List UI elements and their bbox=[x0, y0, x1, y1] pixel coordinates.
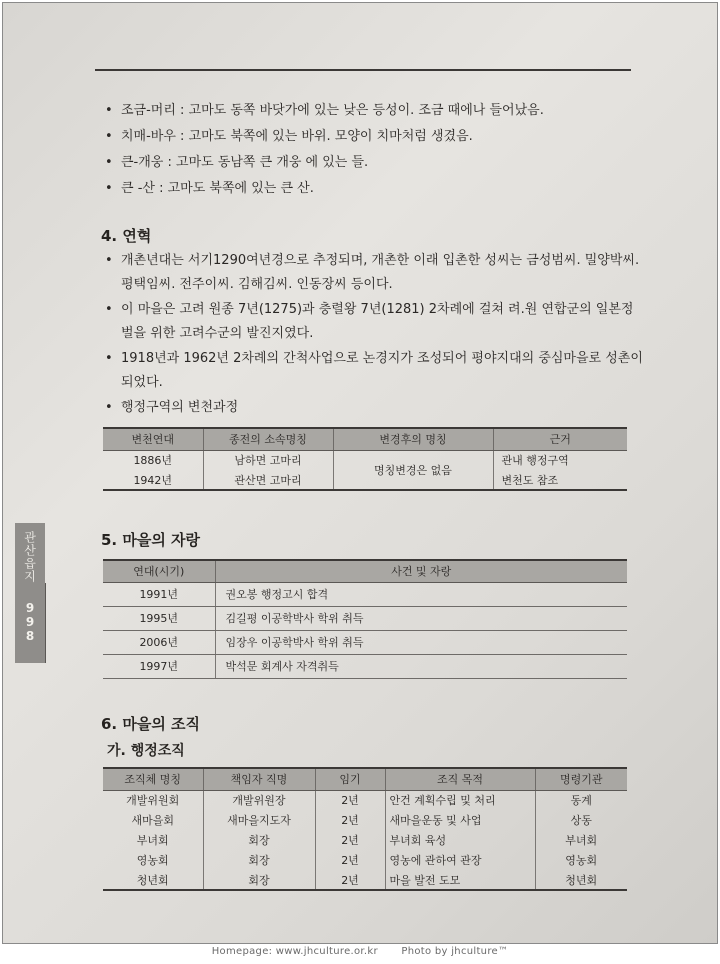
scanned-page bbox=[2, 2, 718, 944]
table-cell: 변천도 참조 bbox=[493, 470, 627, 490]
column-header: 임기 bbox=[315, 768, 385, 790]
bullet-icon: • bbox=[105, 253, 113, 268]
table-row bbox=[103, 630, 627, 654]
table-cell: 김길평 이공학박사 학위 취득 bbox=[215, 606, 627, 630]
list-item: • 행정구역의 변천과정 bbox=[103, 396, 643, 420]
table-cell: 2년 bbox=[315, 810, 385, 830]
column-header: 변천연대 bbox=[103, 428, 203, 450]
table-cell: 2006년 bbox=[103, 630, 215, 654]
table-row bbox=[103, 450, 627, 470]
column-header: 변경후의 명칭 bbox=[333, 428, 493, 450]
column-header: 조직체 명칭 bbox=[103, 768, 203, 790]
table-cell: 영농에 관하여 관장 bbox=[385, 850, 535, 870]
history-list bbox=[103, 249, 643, 421]
book-title: 관산읍지 bbox=[22, 531, 37, 583]
table-cell: 1942년 bbox=[103, 470, 203, 490]
table-row bbox=[103, 790, 627, 810]
table-cell: 관내 행정구역 bbox=[493, 450, 627, 470]
table-row bbox=[103, 810, 627, 830]
bullet-icon: • bbox=[105, 155, 113, 170]
footer-photo-credit: Photo by jhculture™ bbox=[401, 946, 509, 957]
list-item: • 큰-개웅 : 고마도 동남쪽 큰 개웅 에 있는 들. bbox=[103, 151, 643, 175]
table-cell: 청년회 bbox=[103, 870, 203, 890]
table-row bbox=[103, 870, 627, 890]
list-item: • 개촌년대는 서기1290여년경으로 추정되며, 개촌한 이래 입촌한 성씨는 금성범씨. 밀양박씨. 평택임씨. 전주이씨. 김해김씨. 인동장씨 등이다. bbox=[103, 249, 643, 297]
place-name-list bbox=[103, 99, 643, 203]
footer bbox=[0, 946, 720, 957]
table-cell: 회장 bbox=[203, 850, 315, 870]
section-title-pride: 5. 마을의 자랑 bbox=[101, 531, 201, 549]
subsection-title-admin-org: 가. 행정조직 bbox=[107, 743, 185, 759]
tab-divider bbox=[45, 583, 46, 663]
table-cell: 박석문 회계사 자격취득 bbox=[215, 654, 627, 678]
table-cell: 영농회 bbox=[535, 850, 627, 870]
table-cell: 새마을운동 및 사업 bbox=[385, 810, 535, 830]
table-cell: 상동 bbox=[535, 810, 627, 830]
table-cell: 남하면 고마리 bbox=[203, 450, 333, 470]
column-header: 책임자 직명 bbox=[203, 768, 315, 790]
table-cell: 관산면 고마리 bbox=[203, 470, 333, 490]
organization-table bbox=[103, 767, 627, 891]
table-cell: 개발위원장 bbox=[203, 790, 315, 810]
footer-homepage: Homepage: www.jhculture.or.kr bbox=[211, 946, 378, 957]
column-header: 연대(시기) bbox=[103, 560, 215, 582]
table-cell: 새마을회 bbox=[131, 814, 174, 827]
table-cell: 개발위원회 bbox=[126, 794, 180, 808]
section-title-history: 4. 연혁 bbox=[101, 227, 152, 245]
table-cell: 청년회 bbox=[535, 870, 627, 890]
table-cell: 명칭변경은 없음 bbox=[333, 450, 493, 490]
table-row bbox=[103, 850, 627, 870]
table-cell: 권오봉 행정고시 합격 bbox=[215, 582, 627, 606]
table-header-row bbox=[103, 768, 627, 790]
bullet-icon: • bbox=[105, 181, 113, 196]
table-cell: 마을 발전 도모 bbox=[385, 870, 535, 890]
table-cell: 새마을지도자 bbox=[203, 810, 315, 830]
table-row bbox=[103, 830, 627, 850]
table-cell: 안건 계획수립 및 처리 bbox=[385, 790, 535, 810]
table-cell: 부녀회 bbox=[136, 834, 169, 847]
table-cell: 동계 bbox=[535, 790, 627, 810]
column-header: 근거 bbox=[493, 428, 627, 450]
table-cell: 1991년 bbox=[103, 582, 215, 606]
table-cell: 1995년 bbox=[103, 606, 215, 630]
table-cell: 임장우 이공학박사 학위 취득 bbox=[215, 630, 627, 654]
bullet-icon: • bbox=[105, 129, 113, 144]
table-cell: 1886년 bbox=[133, 454, 173, 468]
table-cell: 회장 bbox=[203, 870, 315, 890]
table-header-row bbox=[103, 560, 627, 582]
table-cell: 2년 bbox=[315, 790, 385, 810]
table-cell: 영농회 bbox=[136, 854, 169, 867]
bullet-icon: • bbox=[105, 302, 113, 317]
table-cell: 1997년 bbox=[103, 654, 215, 678]
column-header: 종전의 소속명칭 bbox=[203, 428, 333, 450]
column-header: 사건 및 자랑 bbox=[215, 560, 627, 582]
list-item: • 1918년과 1962년 2차례의 간척사업으로 논경지가 조성되어 평야지대의 중심마을로 성촌이 되었다. bbox=[103, 347, 643, 395]
header-rule bbox=[95, 69, 631, 71]
admin-change-table bbox=[103, 427, 627, 491]
list-item: • 큰 -산 : 고마도 북쪽에 있는 큰 산. bbox=[103, 177, 643, 201]
table-cell: 2년 bbox=[315, 830, 385, 850]
table-header-row bbox=[103, 428, 627, 450]
bullet-icon: • bbox=[105, 103, 113, 118]
side-tab bbox=[15, 523, 45, 663]
table-cell: 회장 bbox=[203, 830, 315, 850]
bullet-icon: • bbox=[105, 400, 113, 415]
bullet-icon: • bbox=[105, 351, 113, 366]
table-cell: 2년 bbox=[315, 850, 385, 870]
table-cell: 부녀회 bbox=[535, 830, 627, 850]
pride-table bbox=[103, 559, 627, 679]
table-cell: 부녀회 육성 bbox=[385, 830, 535, 850]
table-cell: 2년 bbox=[315, 870, 385, 890]
list-item: • 이 마을은 고려 원종 7년(1275)과 충렬왕 7년(1281) 2차례에 걸쳐 려.원 연합군의 일본정벌을 위한 고려수군의 발진지였다. bbox=[103, 298, 643, 346]
table-row bbox=[103, 606, 627, 630]
section-title-organization: 6. 마을의 조직 bbox=[101, 715, 201, 733]
table-row bbox=[103, 582, 627, 606]
page-number: 998 bbox=[23, 601, 37, 643]
column-header: 조직 목적 bbox=[385, 768, 535, 790]
list-item: • 조금-머리 : 고마도 동쪽 바닷가에 있는 낮은 등성이. 조금 때에나 들어났음. bbox=[103, 99, 643, 123]
column-header: 명령기관 bbox=[535, 768, 627, 790]
list-item: • 치매-바우 : 고마도 북쪽에 있는 바위. 모양이 치마처럼 생겼음. bbox=[103, 125, 643, 149]
table-row bbox=[103, 654, 627, 678]
